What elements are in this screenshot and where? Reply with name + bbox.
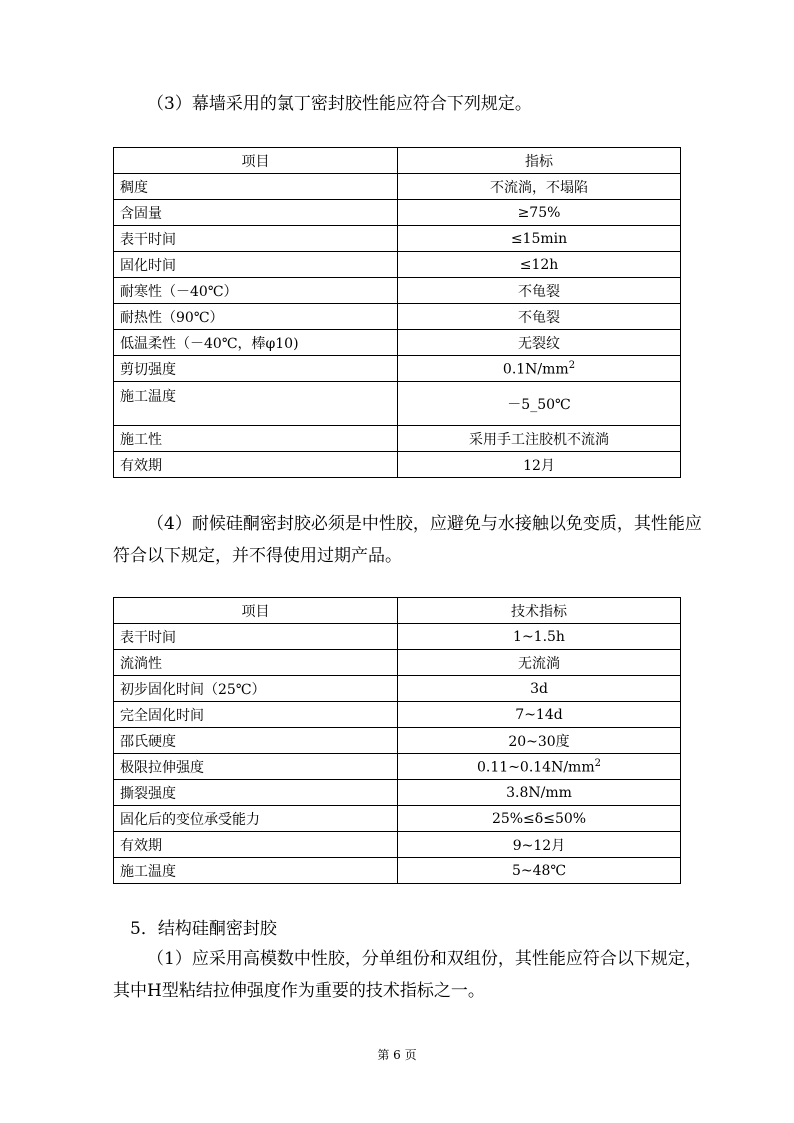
table-row	[114, 728, 681, 754]
silicone-sealant-spec-table	[113, 597, 681, 884]
row-value: 无流淌	[398, 650, 681, 676]
table-row	[114, 174, 681, 200]
row-value: 7~14d	[398, 702, 681, 728]
table-row	[114, 426, 681, 452]
table-row	[114, 356, 681, 382]
row-item: 低温柔性（－40℃，棒φ10)	[114, 330, 398, 356]
row-item: 撕裂强度	[114, 780, 398, 806]
table-row	[114, 702, 681, 728]
row-item: 初步固化时间（25℃）	[114, 676, 398, 702]
row-value	[398, 382, 681, 426]
table-row	[114, 650, 681, 676]
row-value	[398, 356, 681, 382]
table-row	[114, 780, 681, 806]
row-item: 施工性	[114, 426, 398, 452]
row-value: 1~1.5h	[398, 624, 681, 650]
header-index: 指标	[398, 148, 681, 174]
row-value: 25%≤δ≤50%	[398, 806, 681, 832]
row-item: 剪切强度	[114, 356, 398, 382]
row-value: 无裂纹	[398, 330, 681, 356]
superscript-exponent: 2	[594, 757, 601, 769]
neoprene-sealant-spec-table	[113, 147, 681, 478]
header-item: 项目	[114, 598, 398, 624]
row-value: ≥75%	[398, 200, 681, 226]
row-value: 不龟裂	[398, 278, 681, 304]
paragraph-4: （4）耐候硅酮密封胶必须是中性胶，应避免与水接触以免变质，其性能应符合以下规定，并不得使用过期产品。	[113, 514, 702, 566]
value-text: 0.1N/mm	[502, 361, 569, 378]
header-index: 技术指标	[398, 598, 681, 624]
table-row	[114, 754, 681, 780]
table-row	[114, 226, 681, 252]
footer-prefix: 第	[377, 1048, 390, 1062]
row-item: 固化后的变位承受能力	[114, 806, 398, 832]
row-value: 9~12月	[398, 832, 681, 858]
footer-suffix: 页	[404, 1048, 417, 1062]
table-row	[114, 382, 681, 426]
table-row	[114, 200, 681, 226]
superscript-exponent: 2	[568, 359, 576, 371]
row-value: 不龟裂	[398, 304, 681, 330]
row-value: ≤12h	[398, 252, 681, 278]
row-item: 耐寒性（－40℃）	[114, 278, 398, 304]
row-value: 12月	[398, 452, 681, 478]
row-item: 表干时间	[114, 226, 398, 252]
row-item: 稠度	[114, 174, 398, 200]
table-row	[114, 252, 681, 278]
table-row	[114, 676, 681, 702]
table-row	[114, 858, 681, 884]
row-item: 固化时间	[114, 252, 398, 278]
table-header-row	[114, 598, 681, 624]
row-item: 含固量	[114, 200, 398, 226]
row-value: 采用手工注胶机不流淌	[398, 426, 681, 452]
row-item: 施工温度	[114, 382, 398, 426]
row-value: 20~30度	[398, 728, 681, 754]
table-row	[114, 832, 681, 858]
header-item: 项目	[114, 148, 398, 174]
row-value: ≤15min	[398, 226, 681, 252]
row-item: 邵氏硬度	[114, 728, 398, 754]
row-item: 极限拉伸强度	[114, 754, 398, 780]
row-value	[398, 754, 681, 780]
value-text: 0.11~0.14N/mm	[477, 759, 595, 776]
row-value: 5~48℃	[398, 858, 681, 884]
table-row	[114, 452, 681, 478]
page-footer	[0, 1046, 794, 1063]
row-item: 有效期	[114, 832, 398, 858]
table-header-row	[114, 148, 681, 174]
table-row	[114, 806, 681, 832]
row-item: 完全固化时间	[114, 702, 398, 728]
value-text: －5_50℃	[507, 396, 571, 413]
row-item: 耐热性（90℃）	[114, 304, 398, 330]
page-number: 6	[393, 1048, 401, 1062]
row-value: 不流淌，不塌陷	[398, 174, 681, 200]
table-row	[114, 330, 681, 356]
row-item: 施工温度	[114, 858, 398, 884]
table-row	[114, 304, 681, 330]
row-item: 表干时间	[114, 624, 398, 650]
table-row	[114, 624, 681, 650]
row-value: 3d	[398, 676, 681, 702]
row-item: 流淌性	[114, 650, 398, 676]
section-heading-5: 5．结构硅酮密封胶	[130, 919, 277, 939]
row-item: 有效期	[114, 452, 398, 478]
paragraph-5-1: （1）应采用高模数中性胶，分单组份和双组份，其性能应符合以下规定，其中H型粘结拉伸强度作为重要的技术指标之一。	[113, 949, 702, 1001]
paragraph-3: （3）幕墙采用的氯丁密封胶性能应符合下列规定。	[147, 94, 532, 114]
row-value: 3.8N/mm	[398, 780, 681, 806]
table-row	[114, 278, 681, 304]
